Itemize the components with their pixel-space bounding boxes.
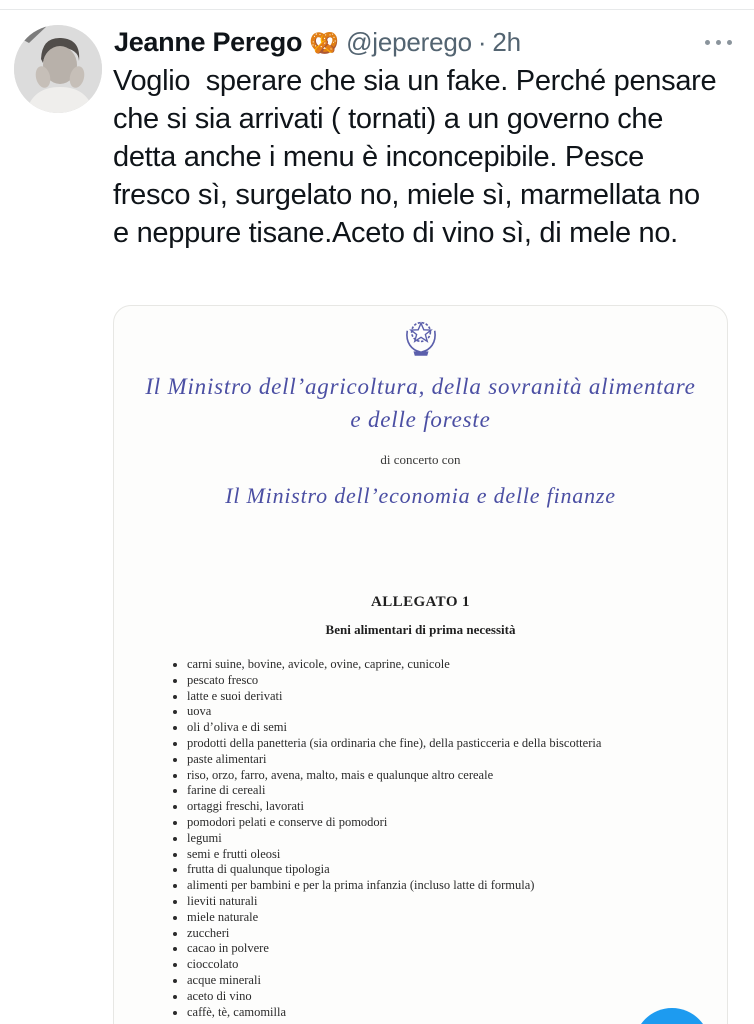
dot-separator: ·: [477, 27, 487, 57]
list-item: • lieviti naturali: [187, 894, 709, 910]
tweet-attachment-image[interactable]: [113, 305, 728, 1024]
list-item: • acque minerali: [187, 973, 709, 989]
annex-subtitle: Beni alimentari di prima necessità: [325, 622, 516, 637]
list-item: • cioccolato: [187, 957, 709, 973]
list-item: • zuccheri: [187, 926, 709, 942]
ministry-agriculture-line2: e delle foreste: [350, 407, 491, 432]
more-icon: [705, 40, 732, 45]
avatar[interactable]: [14, 25, 102, 113]
annex-title: ALLEGATO 1: [371, 594, 470, 610]
ministry-economy: Il Ministro dell’economia e delle finanze: [225, 483, 616, 508]
list-item: • riso, orzo, farro, avena, malto, mais e qualunque altro cereale: [187, 768, 709, 784]
tweet-text: Voglio sperare che sia un fake. Perché pensare che si sia arrivati ( tornati) a un governo che detta anche i menu è inconcepibile. Pesce fresco sì, surgelato no, miele sì, marmellata no e neppure tisane.Aceto di vino sì, di mele no.: [113, 65, 725, 249]
handle[interactable]: @jeperego: [346, 27, 472, 57]
list-item: • latte e suoi derivati: [187, 689, 709, 705]
pretzel-emoji: 🥨: [309, 30, 340, 57]
list-item: • alimenti per bambini e per la prima infanzia (incluso latte di formula): [187, 878, 709, 894]
list-item: • semi e frutti oleosi: [187, 847, 709, 863]
list-item: • cacao in polvere: [187, 941, 709, 957]
more-button[interactable]: [699, 34, 738, 51]
display-name[interactable]: Jeanne Perego: [114, 27, 303, 57]
divider: [0, 9, 754, 10]
list-item: • aceto di vino: [187, 989, 709, 1005]
list-item: • uova: [187, 704, 709, 720]
connector-text: di concerto con: [380, 452, 461, 467]
list-item: • pomodori pelati e conserve di pomodori: [187, 815, 709, 831]
ministry-agriculture-line1: Il Ministro dell’agricoltura, della sovranità alimentare: [145, 374, 696, 399]
list-item: • prodotti della panetteria (sia ordinaria che fine), della pasticceria e della biscotteria: [187, 736, 709, 752]
list-item: • pescato fresco: [187, 673, 709, 689]
timestamp[interactable]: 2h: [492, 27, 521, 57]
food-items-list: [114, 657, 727, 1020]
list-item: • miele naturale: [187, 910, 709, 926]
list-item: • frutta di qualunque tipologia: [187, 862, 709, 878]
list-item: • farine di cereali: [187, 783, 709, 799]
list-item: • ortaggi freschi, lavorati: [187, 799, 709, 815]
list-item: • carni suine, bovine, avicole, ovine, caprine, cunicole: [187, 657, 709, 673]
italian-republic-emblem-icon: [401, 315, 441, 359]
list-item: • legumi: [187, 831, 709, 847]
avatar-photo: [14, 25, 102, 113]
tweet-header: [114, 27, 521, 58]
list-item: • oli d’oliva e di semi: [187, 720, 709, 736]
list-item: • caffè, tè, camomilla: [187, 1005, 709, 1021]
list-item: • paste alimentari: [187, 752, 709, 768]
handle-group: [346, 27, 521, 58]
